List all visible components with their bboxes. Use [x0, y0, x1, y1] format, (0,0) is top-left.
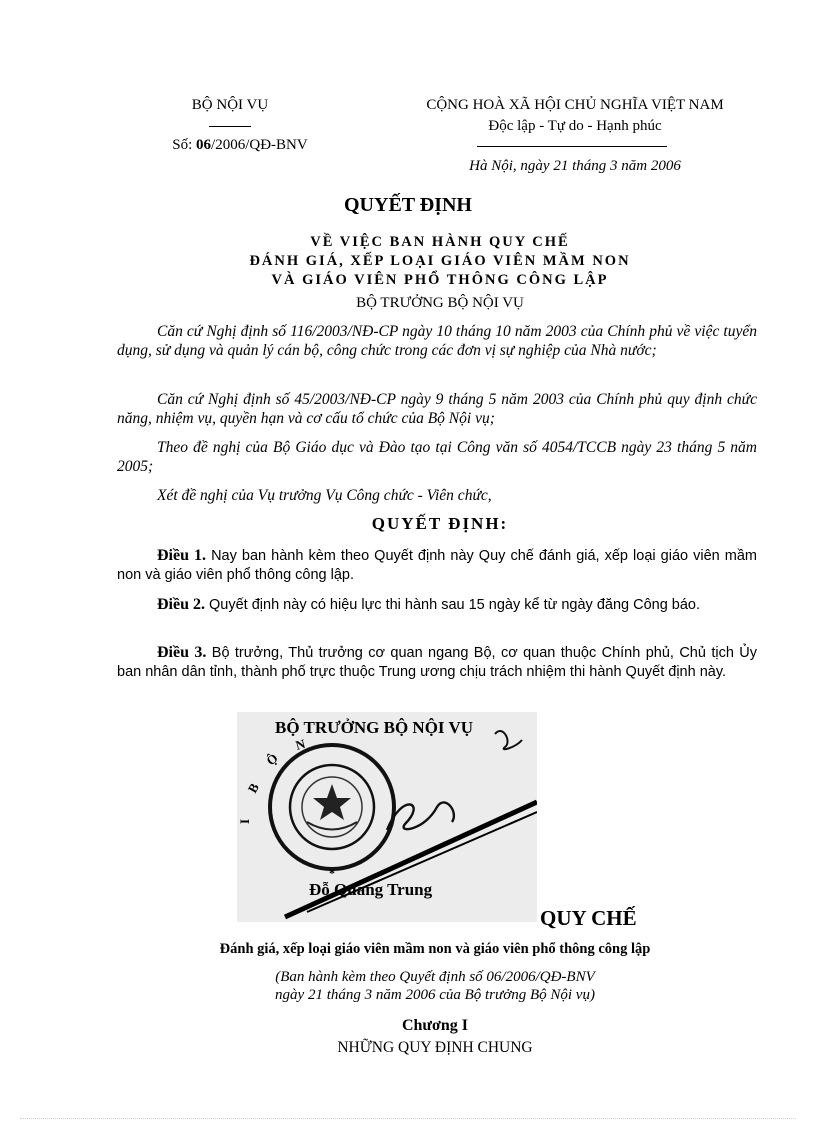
svg-text:N: N	[293, 735, 307, 753]
agency-underline	[209, 126, 251, 127]
signature-block	[237, 712, 537, 922]
national-motto: Độc lập - Tự do - Hạnh phúc	[488, 118, 662, 134]
article-1: Điều 1. Nay ban hành kèm theo Quyết định này Quy chế đánh giá, xếp loại giáo viên mầm non và giáo viên phổ thông công lập.	[117, 547, 758, 583]
article-2: Điều 2. Quyết định này có hiệu lực thi hành sau 15 ngày kể từ ngày đăng Công báo.	[157, 596, 701, 613]
regulation-subtitle: Đánh giá, xếp loại giáo viên mầm non và giáo viên phổ thông công lập	[219, 941, 651, 957]
preamble-1: Căn cứ Nghị định số 116/2003/NĐ-CP ngày 10 tháng 10 năm 2003 của Chính phủ về việc tuyển dụng, sử dụng và quản lý cán bộ, công chức trong các đơn vị sự nghiệp của Nhà nước;	[117, 323, 757, 359]
chapter-number: Chương I	[401, 1017, 469, 1034]
preamble-2: Căn cứ Nghị định số 45/2003/NĐ-CP ngày 9 tháng 5 năm 2003 của Chính phủ quy định chức năng, nhiệm vụ, quyền hạn và cơ cấu tổ chức của Bộ Nội vụ;	[117, 391, 757, 427]
svg-text:I: I	[237, 818, 252, 824]
agency-name: BỘ NỘI VỤ	[191, 97, 269, 113]
signer-name: Đỗ Quang Trung	[309, 880, 433, 899]
preamble-4: Xét đề nghị của Vụ trưởng Vụ Công chức - Viên chức,	[157, 487, 492, 504]
motto-underline	[477, 146, 667, 147]
issuer-title: BỘ TRƯỞNG BỘ NỘI VỤ	[356, 295, 524, 311]
regulation-issued-note: (Ban hành kèm theo Quyết định số 06/2006/QĐ-BNV ngày 21 tháng 3 năm 2006 của Bộ trưởng Bộ Nội vụ)	[275, 969, 595, 1003]
place-date: Hà Nội, ngày 21 tháng 3 năm 2006	[469, 158, 681, 174]
decides-heading: QUYẾT ĐỊNH:	[371, 514, 509, 533]
country-name: CỘNG HOÀ XÃ HỘI CHỦ NGHĨA VIỆT NAM	[426, 97, 724, 113]
svg-text:Ộ: Ộ	[263, 750, 281, 769]
svg-text:*: *	[329, 866, 335, 880]
decision-title: QUYẾT ĐỊNH	[344, 194, 472, 216]
svg-text:B: B	[244, 780, 262, 796]
document-number: Số: 06/2006/QĐ-BNV	[172, 137, 308, 153]
preamble-3: Theo đề nghị của Bộ Giáo dục và Đào tạo tại Công văn số 4054/TCCB ngày 23 tháng 5 năm 2005;	[117, 439, 757, 475]
signature-title: BỘ TRƯỞNG BỘ NỘI VỤ	[275, 718, 474, 737]
chapter-title: NHỮNG QUY ĐỊNH CHUNG	[337, 1039, 533, 1056]
regulation-title: QUY CHẾ	[540, 906, 637, 930]
article-3: Điều 3. Bộ trưởng, Thủ trưởng cơ quan ngang Bộ, cơ quan thuộc Chính phủ, Chủ tịch Ủy ban nhân dân tỉnh, thành phố trực thuộc Trung ương chịu trách nhiệm thi hành Quyết định này.	[117, 644, 758, 680]
decision-subject: VỀ VIỆC BAN HÀNH QUY CHẾ ĐÁNH GIÁ, XẾP LOẠI GIÁO VIÊN MẦM NON VÀ GIÁO VIÊN PHỔ THÔNG CÔNG LẬP	[249, 234, 631, 288]
page-bottom-border	[20, 1118, 796, 1119]
